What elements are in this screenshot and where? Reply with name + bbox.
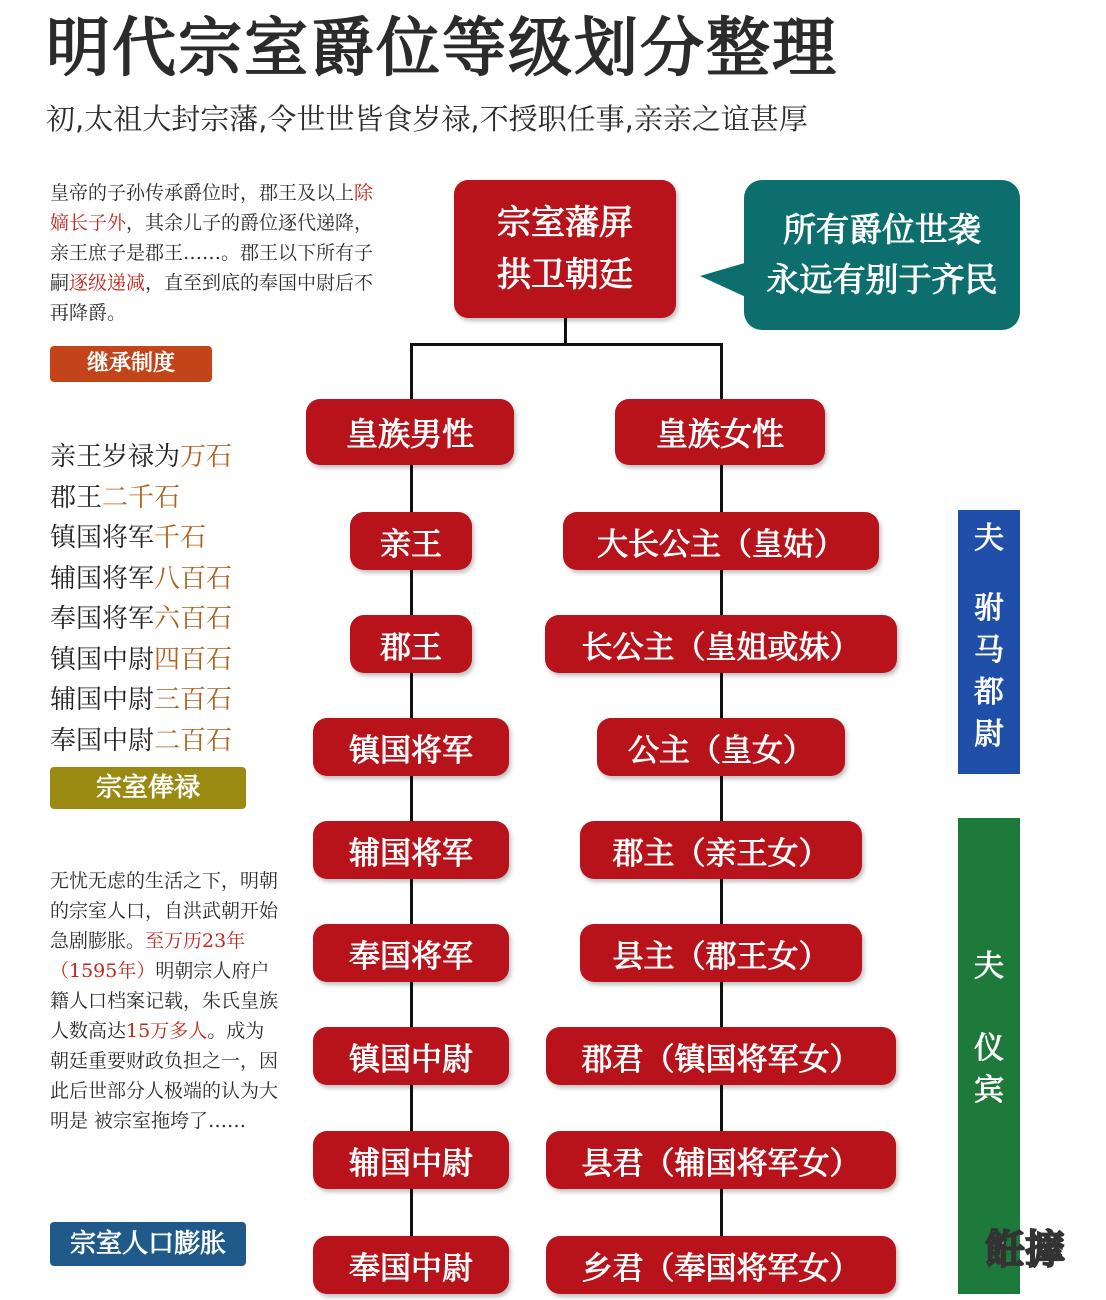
salary-rank: 郡王 xyxy=(50,482,103,513)
inheritance-paragraph xyxy=(50,178,386,328)
paragraph-text: ，其余儿子的爵位逐代递降，亲王庶子是郡王……。郡王以下所有子嗣 xyxy=(50,212,374,294)
salary-amount: 八百石 xyxy=(154,563,233,594)
female-header-box: 皇族女性 xyxy=(615,399,825,465)
male-rank-box: 奉国中尉 xyxy=(313,1236,509,1294)
paragraph-text: ，直至到底的奉国中尉后不再降爵。 xyxy=(50,272,374,324)
hereditary-bubble xyxy=(744,180,1020,330)
salary-rank: 亲王岁禄为 xyxy=(50,442,181,472)
male-rank-box: 郡王 xyxy=(350,615,472,673)
salary-row xyxy=(50,680,232,721)
bubble-line1: 所有爵位世袭 xyxy=(783,210,981,249)
root-box xyxy=(454,180,676,318)
salary-amount: 六百石 xyxy=(154,604,233,634)
highlight-text: 至万历23年（1595年） xyxy=(50,930,246,982)
salary-row xyxy=(50,478,232,519)
population-tag: 宗室人口膨胀 xyxy=(50,1222,246,1266)
male-rank-box: 镇国将军 xyxy=(313,718,509,776)
female-rank-box: 乡君（奉国将军女） xyxy=(546,1236,896,1294)
female-rank-box: 公主（皇女） xyxy=(597,718,845,776)
page-subtitle: 初,太祖大封宗藩,令世世皆食岁禄,不授职任事,亲亲之谊甚厚 xyxy=(46,102,808,136)
male-header-box: 皇族男性 xyxy=(306,399,514,465)
salary-amount: 千石 xyxy=(154,523,207,553)
salary-amount: 三百石 xyxy=(154,685,233,715)
salary-amount: 万石 xyxy=(180,442,233,472)
salary-amount: 二百石 xyxy=(154,725,233,756)
salary-rank: 辅国将军 xyxy=(50,563,155,594)
male-rank-box: 亲王 xyxy=(350,512,472,570)
side-bar-char: 夫 xyxy=(974,949,1004,984)
salary-list xyxy=(50,437,232,761)
salary-row xyxy=(50,437,232,478)
root-line2: 拱卫朝廷 xyxy=(497,255,633,295)
female-rank-box: 大长公主（皇姑） xyxy=(563,512,879,570)
salary-row xyxy=(50,599,232,640)
root-connector xyxy=(564,318,567,344)
population-paragraph xyxy=(50,866,278,1136)
side-bar-char: 驸 xyxy=(974,591,1004,626)
side-bar-char: 仪 xyxy=(974,1031,1004,1066)
paragraph-text: 无忧无虑的生活之下，明朝的宗室人口，自洪武朝开始急剧膨胀。 xyxy=(50,870,279,952)
salary-rank: 镇国将军 xyxy=(50,523,155,553)
male-rank-box: 奉国将军 xyxy=(313,924,509,982)
fuma-bar xyxy=(958,510,1020,774)
salary-amount: 二千石 xyxy=(102,482,181,513)
salary-row xyxy=(50,721,232,762)
female-rank-box: 县君（辅国将军女） xyxy=(546,1131,896,1189)
side-bar-char: 宾 xyxy=(974,1073,1004,1108)
salary-amount: 四百石 xyxy=(154,644,233,675)
branch-connector xyxy=(410,343,723,346)
side-bar-char: 尉 xyxy=(974,717,1004,752)
paragraph-text: 皇帝的子孙传承爵位时，郡王及以上 xyxy=(50,182,355,204)
paragraph-text: 明朝宗人府户籍人口档案记载，朱氏皇族人数高达 xyxy=(50,960,279,1042)
bubble-line2: 永远有别于齐民 xyxy=(766,260,998,299)
female-rank-box: 长公主（皇姐或妹） xyxy=(545,615,897,673)
highlight-text: 除嫡长子外 xyxy=(50,182,374,234)
side-bar-char: 马 xyxy=(974,633,1004,668)
female-rank-box: 郡君（镇国将军女） xyxy=(546,1027,896,1085)
male-rank-box: 镇国中尉 xyxy=(313,1027,509,1085)
male-rank-box: 辅国将军 xyxy=(313,821,509,879)
side-bar-char: 夫 xyxy=(974,521,1004,556)
salary-rank: 辅国中尉 xyxy=(50,685,155,715)
inheritance-tag: 继承制度 xyxy=(50,346,212,382)
bubble-tail xyxy=(700,262,748,298)
salary-row xyxy=(50,559,232,600)
salary-row xyxy=(50,640,232,681)
side-bar-char: 都 xyxy=(974,675,1004,710)
female-rank-box: 郡主（亲王女） xyxy=(580,821,862,879)
page-title: 明代宗室爵位等级划分整理 xyxy=(46,12,838,86)
watermark: 餁擵 xyxy=(985,1227,1065,1273)
root-line1: 宗室藩屏 xyxy=(497,203,633,243)
salary-row xyxy=(50,518,232,559)
salary-tag: 宗室俸禄 xyxy=(50,767,246,809)
highlight-text: 逐级递减 xyxy=(69,272,146,294)
paragraph-text: 。成为朝廷重要财政负担之一，因此后世部分人极端的认为大明是 被宗室拖垮了…… xyxy=(50,1020,279,1132)
highlight-text: 15万多人 xyxy=(126,1020,208,1042)
salary-rank: 奉国将军 xyxy=(50,604,155,634)
female-rank-box: 县主（郡王女） xyxy=(580,924,862,982)
salary-rank: 镇国中尉 xyxy=(50,644,155,675)
male-rank-box: 辅国中尉 xyxy=(313,1131,509,1189)
salary-rank: 奉国中尉 xyxy=(50,725,155,756)
